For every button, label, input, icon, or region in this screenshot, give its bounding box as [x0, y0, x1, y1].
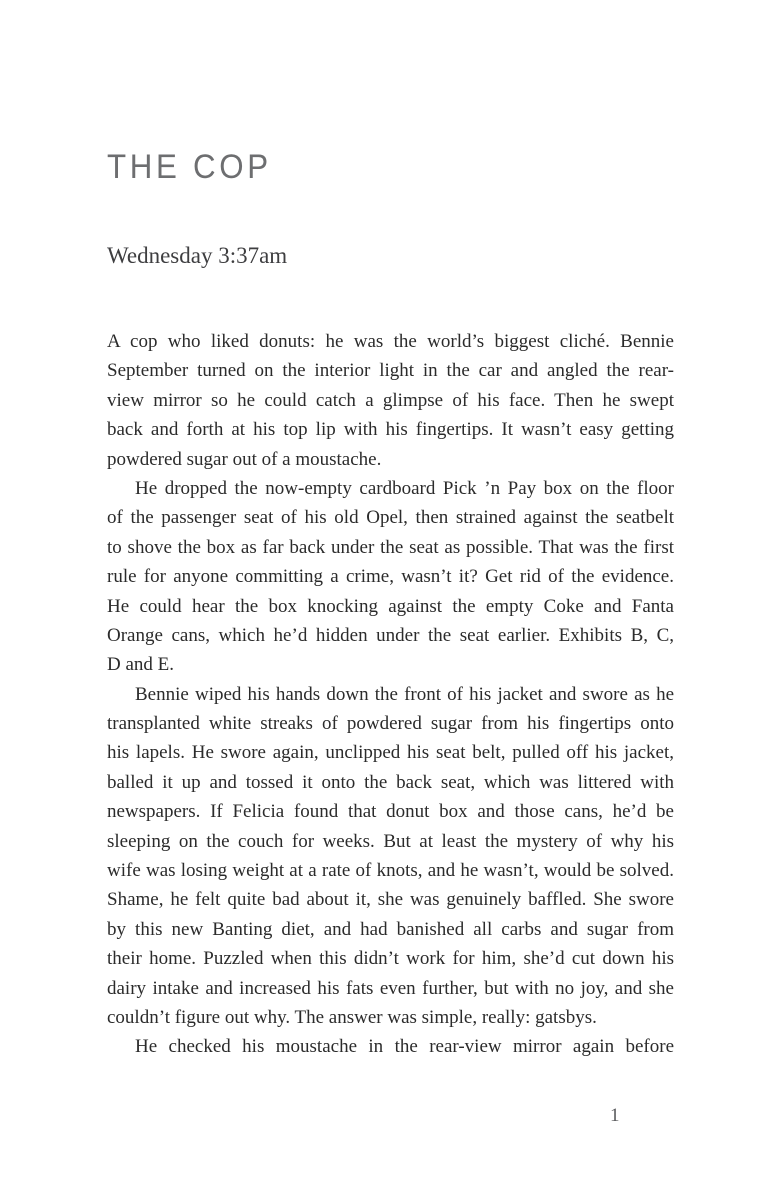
text-line: of the passenger seat of his old Opel, then strained against the seatbelt	[107, 507, 674, 529]
section-heading: Wednesday 3:37am	[107, 243, 288, 268]
chapter-title: THE COP	[107, 148, 272, 186]
text-line: newspapers. If Felicia found that donut box and those cans, he’d be	[107, 801, 674, 823]
text-line: back and forth at his top lip with his fingertips. It wasn’t easy getting	[107, 419, 674, 441]
text-line: rule for anyone committing a crime, wasn’t it? Get rid of the evidence.	[107, 566, 674, 588]
text-line: couldn’t figure out why. The answer was simple, really: gatsbys.	[107, 1006, 597, 1028]
text-line: He checked his moustache in the rear-view mirror again before	[135, 1036, 674, 1058]
text-line: D and E.	[107, 654, 175, 676]
text-line: transplanted white streaks of powdered sugar from his fingertips onto	[107, 713, 674, 735]
text-line: balled it up and tossed it onto the back seat, which was littered with	[107, 771, 674, 793]
text-line: to shove the box as far back under the seat as possible. That was the first	[107, 536, 674, 558]
text-line: Bennie wiped his hands down the front of his jacket and swore as he	[135, 683, 674, 705]
body-text	[107, 327, 674, 1062]
text-line: by this new Banting diet, and had banished all carbs and sugar from	[107, 918, 674, 940]
text-line: A cop who liked donuts: he was the world’s biggest cliché. Bennie	[107, 331, 674, 352]
text-line: dairy intake and increased his fats even further, but with no joy, and she	[107, 977, 674, 999]
text-line: September turned on the interior light in the car and angled the rear-	[107, 360, 674, 382]
text-line: powdered sugar out of a moustache.	[107, 448, 382, 470]
text-line: Shame, he felt quite bad about it, she was genuinely baffled. She swore	[107, 889, 674, 911]
text-line: view mirror so he could catch a glimpse of his face. Then he swept	[107, 389, 674, 411]
text-line: wife was losing weight at a rate of knots, and he wasn’t, would be solved.	[107, 860, 674, 882]
text-line: He could hear the box knocking against the empty Coke and Fanta	[107, 595, 674, 617]
text-line: Orange cans, which he’d hidden under the seat earlier. Exhibits B, C,	[107, 624, 674, 646]
text-line: sleeping on the couch for weeks. But at least the mystery of why his	[107, 830, 674, 852]
text-line: his lapels. He swore again, unclipped his seat belt, pulled off his jacket,	[107, 742, 674, 764]
text-line: He dropped the now-empty cardboard Pick ’n Pay box on the floor	[135, 477, 674, 499]
page-number: 1	[610, 1105, 620, 1126]
text-line: their home. Puzzled when this didn’t work for him, she’d cut down his	[107, 948, 674, 970]
